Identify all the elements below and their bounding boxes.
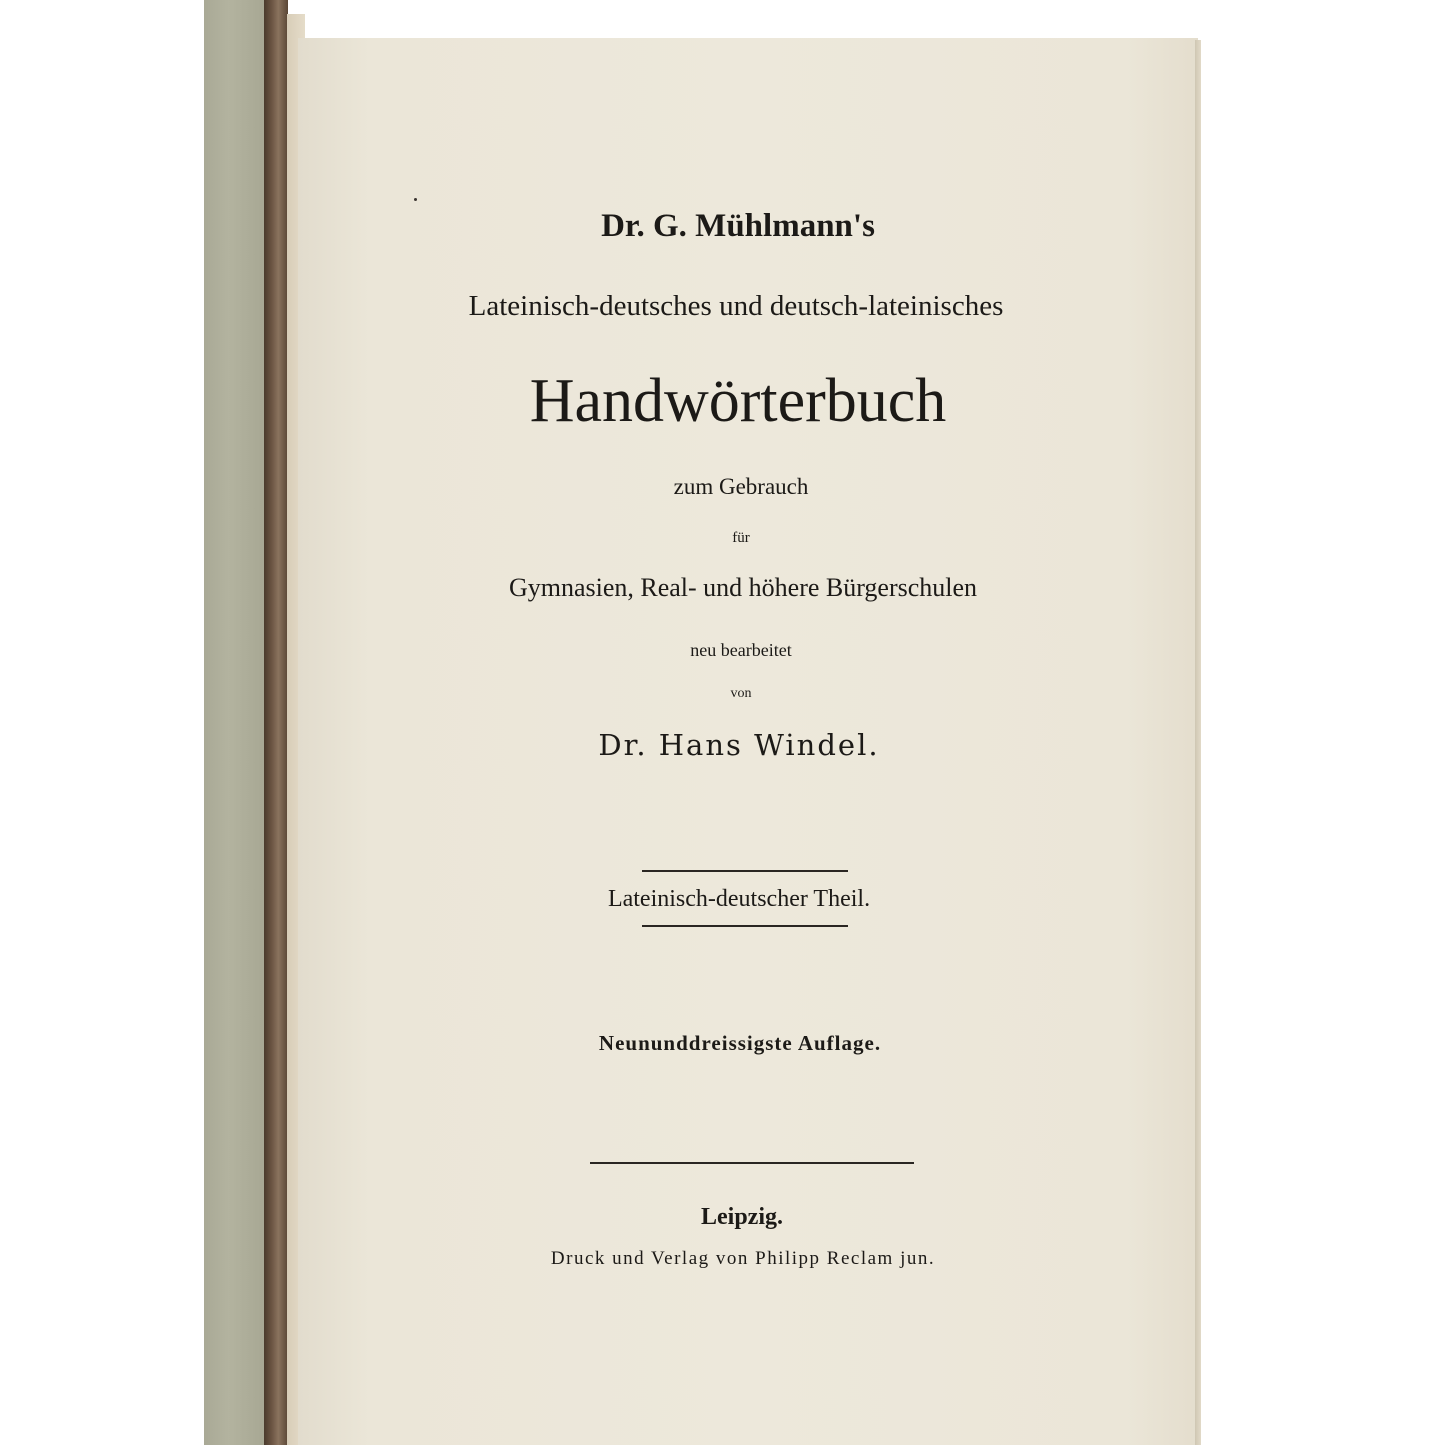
book-spine-edge xyxy=(264,0,288,1445)
part-rule-top xyxy=(642,870,848,872)
part-rule-bottom xyxy=(642,925,848,927)
page-block-edge xyxy=(1195,40,1201,1445)
purpose-line: zum Gebrauch xyxy=(673,474,809,499)
paper-speck xyxy=(414,198,417,201)
book-cover-board xyxy=(204,0,266,1445)
schools-line: Gymnasien, Real- und höhere Bürgerschulen xyxy=(508,573,978,602)
part-line: Lateinisch-deutscher Theil. xyxy=(607,886,871,912)
title-page xyxy=(298,38,1198,1445)
subtitle: Lateinisch-deutsches und deutsch-lateinisches xyxy=(468,290,1004,322)
von-line: von xyxy=(730,686,752,701)
main-title: Handwörterbuch xyxy=(529,367,947,435)
imprint-rule xyxy=(590,1162,914,1164)
revised-line: neu bearbeitet xyxy=(690,640,792,660)
editor-line: Dr. Hans Windel. xyxy=(598,728,880,762)
place-line: Leipzig. xyxy=(701,1204,783,1230)
edition-line: Neununddreissigste Auflage. xyxy=(598,1031,882,1055)
publisher-line: Druck und Verlag von Philipp Reclam jun. xyxy=(550,1248,936,1269)
fuer-line: für xyxy=(732,530,750,546)
author-line: Dr. G. Mühlmann's xyxy=(601,208,875,244)
